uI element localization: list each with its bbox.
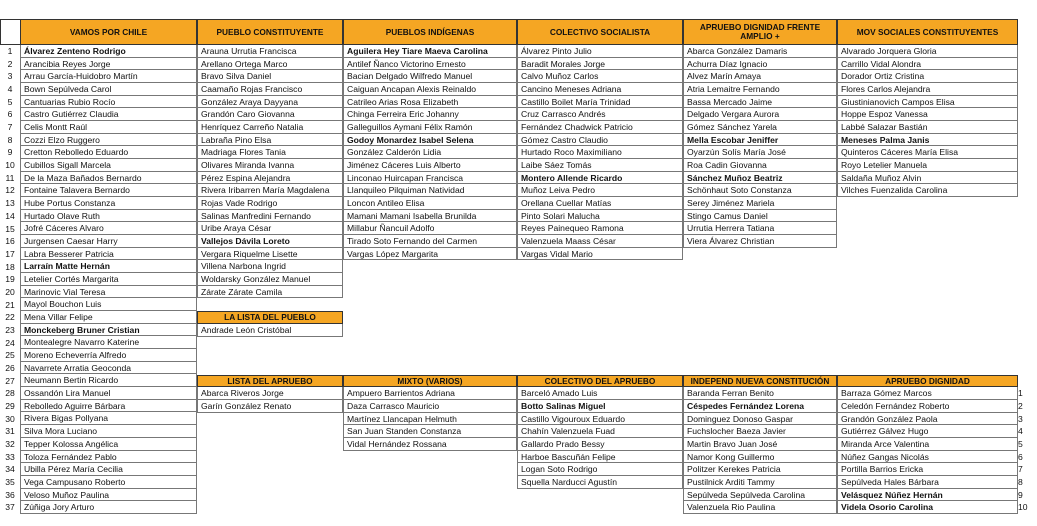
member-cell: Veloso Muñoz Paulina xyxy=(20,489,197,502)
member-cell: Stingo Camus Daniel xyxy=(683,210,837,223)
member-cell: Rojas Vade Rodrigo xyxy=(197,197,343,210)
member-cell: Botto Salinas Miguel xyxy=(517,400,683,413)
member-cell: Hurtado Roco Maximiliano xyxy=(517,146,683,159)
member-cell: Bravo Silva Daniel xyxy=(197,70,343,83)
row-number: 22 xyxy=(5,312,15,323)
row-number: 35 xyxy=(5,477,15,488)
row-number: 6 xyxy=(7,109,13,120)
member-cell: Bacian Delgado Wilfredo Manuel xyxy=(343,70,517,83)
member-cell: Navarrete Arratia Geoconda xyxy=(20,362,197,375)
member-cell: Álvarez Zenteno Rodrigo xyxy=(20,45,197,58)
right-row-number: 4 xyxy=(1018,426,1023,437)
group-header: PUEBLOS INDÍGENAS xyxy=(343,19,517,45)
member-cell: Sepúlveda Sepúlveda Carolina xyxy=(683,489,837,502)
member-cell: Montealegre Navarro Katerine xyxy=(20,336,197,349)
member-cell: Bassa Mercado Jaime xyxy=(683,96,837,109)
group-header: APRUEBO DIGNIDAD FRENTE AMPLIO + xyxy=(683,19,837,45)
member-cell: Jofré Cáceres Alvaro xyxy=(20,222,197,235)
member-cell: Letelier Cortés Margarita xyxy=(20,273,197,286)
member-cell: Achurra Díaz Ignacio xyxy=(683,58,837,71)
member-cell: Valenzuela Maass César xyxy=(517,235,683,248)
row-number: 5 xyxy=(7,96,13,107)
group-block-movsoc xyxy=(837,19,1018,197)
member-cell: Delgado Vergara Aurora xyxy=(683,108,837,121)
right-row-number: 10 xyxy=(1018,502,1028,513)
member-cell: Celis Montt Raúl xyxy=(20,121,197,134)
group-block-listaap xyxy=(197,375,343,413)
member-cell: Meneses Palma Janis xyxy=(837,134,1018,147)
member-cell: Giustinianovich Campos Elisa xyxy=(837,96,1018,109)
member-cell: Laibe Sáez Tomás xyxy=(517,159,683,172)
row-number: 12 xyxy=(5,185,15,196)
member-cell: Flores Carlos Alejandra xyxy=(837,83,1018,96)
right-row-number: 6 xyxy=(1018,451,1023,462)
member-cell: Reyes Painequeo Ramona xyxy=(517,222,683,235)
member-cell: Ossandón Lira Manuel xyxy=(20,387,197,400)
row-number: 26 xyxy=(5,363,15,373)
member-cell: Serey Jiménez Mariela xyxy=(683,197,837,210)
member-cell: Álvarez Pinto Julio xyxy=(517,45,683,58)
member-cell: Madriaga Flores Tania xyxy=(197,146,343,159)
member-cell: Baranda Ferran Benito xyxy=(683,387,837,400)
right-row-number: 7 xyxy=(1018,464,1023,475)
member-cell: Barceló Amado Luis xyxy=(517,387,683,400)
member-cell: Urrutia Herrera Tatiana xyxy=(683,222,837,235)
row-number: 17 xyxy=(5,248,15,259)
member-cell: Dorador Ortiz Cristina xyxy=(837,70,1018,83)
member-cell: Antilef Ñanco Victorino Ernesto xyxy=(343,58,517,71)
member-cell: Jiménez Cáceres Luis Alberto xyxy=(343,159,517,172)
right-row-number: 9 xyxy=(1018,489,1023,500)
row-number: 29 xyxy=(5,401,15,412)
member-cell: Vallejos Dávila Loreto xyxy=(197,235,343,248)
row-number: 2 xyxy=(7,58,13,69)
member-cell: Politzer Kerekes Patricia xyxy=(683,463,837,476)
member-cell: Labra Besserer Patricia xyxy=(20,248,197,261)
member-cell: Ubilla Pérez María Cecilia xyxy=(20,463,197,476)
row-number: 18 xyxy=(5,261,15,272)
member-cell: Martin Bravo Juan José xyxy=(683,438,837,451)
member-cell: Villena Narbona Ingrid xyxy=(197,260,343,273)
member-cell: Tepper Kolossa Angélica xyxy=(20,438,197,451)
row-number: 16 xyxy=(5,236,15,247)
group-block-pueblo xyxy=(197,19,343,298)
member-cell: Fontaine Talavera Bernardo xyxy=(20,184,197,197)
member-cell: De la Maza Bañados Bernardo xyxy=(20,172,197,185)
member-cell: Cozzi Elzo Ruggero xyxy=(20,134,197,147)
member-cell: Cancino Meneses Adriana xyxy=(517,83,683,96)
member-cell: Fuchslocher Baeza Javier xyxy=(683,425,837,438)
row-number: 11 xyxy=(5,172,15,183)
member-cell: Mella Escobar Jeniffer xyxy=(683,134,837,147)
row-number: 28 xyxy=(5,388,15,399)
member-cell: Velásquez Núñez Hernán xyxy=(837,489,1018,502)
member-cell: Gallardo Prado Bessy xyxy=(517,438,683,451)
member-cell: Zúñiga Jory Arturo xyxy=(20,501,197,514)
member-cell: Alvez Marín Amaya xyxy=(683,70,837,83)
member-cell: Godoy Monardez Isabel Selena xyxy=(343,134,517,147)
row-number: 27 xyxy=(5,375,15,386)
member-cell: Cruz Carrasco Andrés xyxy=(517,108,683,121)
member-cell: Marinovic Vial Teresa xyxy=(20,286,197,299)
member-cell: Arellano Ortega Marco xyxy=(197,58,343,71)
row-number: 14 xyxy=(5,210,15,221)
member-cell: Sánchez Muñoz Beatriz xyxy=(683,172,837,185)
member-cell: Garín González Renato xyxy=(197,400,343,413)
group-block-apdig xyxy=(683,19,837,248)
member-cell: Alvarado Jorquera Gloria xyxy=(837,45,1018,58)
member-cell: Neumann Bertin Ricardo xyxy=(20,374,197,387)
right-row-number: 3 xyxy=(1018,413,1023,424)
member-cell: Chahín Valenzuela Fuad xyxy=(517,425,683,438)
member-cell: Logan Soto Rodrigo xyxy=(517,463,683,476)
member-cell: Moreno Echeverría Alfredo xyxy=(20,349,197,362)
row-number: 3 xyxy=(7,71,13,82)
member-cell: Bown Sepúlveda Carol xyxy=(20,83,197,96)
member-cell: Chinga Ferreira Eric Johanny xyxy=(343,108,517,121)
member-cell: Zárate Zárate Camila xyxy=(197,286,343,299)
member-cell: Squella Narducci Agustín xyxy=(517,476,683,489)
member-cell: Grandón González Paola xyxy=(837,413,1018,426)
member-cell: Arancibia Reyes Jorge xyxy=(20,58,197,71)
row-number: 4 xyxy=(7,84,13,95)
member-cell: Atria Lemaitre Fernando xyxy=(683,83,837,96)
member-cell: Silva Mora Luciano xyxy=(20,425,197,438)
member-cell: Henríquez Carreño Natalia xyxy=(197,121,343,134)
group-block-mixto xyxy=(343,375,517,451)
member-cell: González Araya Dayyana xyxy=(197,96,343,109)
member-cell: Rebolledo Aguirre Bárbara xyxy=(20,400,197,413)
member-cell: Mena Villar Felipe xyxy=(20,311,197,324)
right-row-number: 8 xyxy=(1018,477,1023,488)
member-cell: Oyarzún Solís María José xyxy=(683,146,837,159)
member-cell: Castillo Boilet María Trinidad xyxy=(517,96,683,109)
member-cell: Millabur Ñancuil Adolfo xyxy=(343,222,517,235)
member-cell: Harboe Bascuñán Felipe xyxy=(517,451,683,464)
member-cell: Pinto Solari Malucha xyxy=(517,210,683,223)
group-header: INDEPEND NUEVA CONSTITUCIÓN xyxy=(683,375,837,388)
member-cell: Labraña Pino Elsa xyxy=(197,134,343,147)
row-number: 32 xyxy=(5,439,15,450)
member-cell: Jurgensen Caesar Harry xyxy=(20,235,197,248)
member-cell: Saldaña Muñoz Alvin xyxy=(837,172,1018,185)
member-cell: Valenzuela Rio Paulina xyxy=(683,501,837,514)
group-header: MIXTO (VARIOS) xyxy=(343,375,517,388)
group-block-colsoc xyxy=(517,19,683,260)
member-cell: Toloza Fernández Pablo xyxy=(20,451,197,464)
row-number: 1 xyxy=(7,46,13,56)
member-cell: Hoppe Espoz Vanessa xyxy=(837,108,1018,121)
member-cell: Barraza Gómez Marcos xyxy=(837,387,1018,400)
member-cell: Schönhaut Soto Constanza xyxy=(683,184,837,197)
row-number: 8 xyxy=(7,134,13,145)
member-cell: Abarca González Damaris xyxy=(683,45,837,58)
row-number: 21 xyxy=(5,299,15,310)
row-number: 13 xyxy=(5,198,15,209)
member-cell: Mamani Mamani Isabella Brunilda xyxy=(343,210,517,223)
group-block-colap xyxy=(517,375,683,489)
member-cell: Pérez Espina Alejandra xyxy=(197,172,343,185)
member-cell: Castillo Vigouroux Eduardo xyxy=(517,413,683,426)
member-cell: Castro Gutiérrez Claudia xyxy=(20,108,197,121)
member-cell: Pustilnick Arditi Tammy xyxy=(683,476,837,489)
member-cell: Calvo Muñoz Carlos xyxy=(517,70,683,83)
member-cell: Cubillos Sigall Marcela xyxy=(20,159,197,172)
group-header: MOV SOCIALES CONSTITUYENTES xyxy=(837,19,1018,45)
member-cell: Mayol Bouchon Luis xyxy=(20,298,197,311)
row-number: 9 xyxy=(7,147,13,158)
member-cell: Hurtado Olave Ruth xyxy=(20,210,197,223)
group-header: LISTA DEL APRUEBO xyxy=(197,375,343,388)
member-cell: Arauna Urrutia Francisca xyxy=(197,45,343,58)
member-cell: Quinteros Cáceres María Elisa xyxy=(837,146,1018,159)
row-number: 25 xyxy=(5,350,15,361)
group-block-vamos xyxy=(20,19,197,514)
member-cell: Vidal Hernández Rossana xyxy=(343,438,517,451)
group-header: APRUEBO DIGNIDAD xyxy=(837,375,1018,388)
member-cell: Céspedes Fernández Lorena xyxy=(683,400,837,413)
member-cell: Cantuarias Rubio Rocío xyxy=(20,96,197,109)
group-block-indigenas xyxy=(343,19,517,260)
row-number: 20 xyxy=(5,286,15,297)
member-cell: Abarca Riveros Jorge xyxy=(197,387,343,400)
member-cell: Daza Carrasco Mauricio xyxy=(343,400,517,413)
member-cell: Tirado Soto Fernando del Carmen xyxy=(343,235,517,248)
member-cell: Baradit Morales Jorge xyxy=(517,58,683,71)
member-cell: Rivera Iribarren María Magdalena xyxy=(197,184,343,197)
row-number: 33 xyxy=(5,451,15,462)
member-cell: Uribe Araya César xyxy=(197,222,343,235)
member-cell: Olivares Miranda Ivanna xyxy=(197,159,343,172)
member-cell: Catrileo Arias Rosa Elizabeth xyxy=(343,96,517,109)
member-cell: Ampuero Barrientos Adriana xyxy=(343,387,517,400)
member-cell: San Juan Standen Constanza xyxy=(343,425,517,438)
member-cell: Grandón Caro Giovanna xyxy=(197,108,343,121)
member-cell: Orellana Cuellar Matías xyxy=(517,197,683,210)
group-header: LA LISTA DEL PUEBLO xyxy=(197,311,343,324)
member-cell: Royo Letelier Manuela xyxy=(837,159,1018,172)
row-number: 7 xyxy=(7,122,13,133)
member-cell: Vargas Vidal Mario xyxy=(517,248,683,261)
row-number: 30 xyxy=(5,413,15,424)
member-cell: Carrillo Vidal Alondra xyxy=(837,58,1018,71)
member-cell: Dominguez Donoso Gaspar xyxy=(683,413,837,426)
right-row-number: 2 xyxy=(1018,401,1023,412)
member-cell: Vilches Fuenzalida Carolina xyxy=(837,184,1018,197)
member-cell: Linconao Huircapan Francisca xyxy=(343,172,517,185)
member-cell: Hube Portus Constanza xyxy=(20,197,197,210)
member-cell: Roa Cadin Giovanna xyxy=(683,159,837,172)
group-header: VAMOS POR CHILE xyxy=(20,19,197,45)
member-cell: Aguilera Hey Tiare Maeva Carolina xyxy=(343,45,517,58)
row-number: 31 xyxy=(5,426,15,437)
member-cell: Andrade León Cristóbal xyxy=(197,324,343,337)
row-number: 23 xyxy=(5,324,15,335)
member-cell: Caiguan Ancapan Alexis Reinaldo xyxy=(343,83,517,96)
member-cell: Fernández Chadwick Patricio xyxy=(517,121,683,134)
member-cell: Viera Álvarez Christian xyxy=(683,235,837,248)
member-cell: Vergara Riquelme Lisette xyxy=(197,248,343,261)
member-cell: Larraín Matte Hernán xyxy=(20,260,197,273)
group-header: COLECTIVO SOCIALISTA xyxy=(517,19,683,45)
member-cell: Celedón Fernández Roberto xyxy=(837,400,1018,413)
right-row-number: 5 xyxy=(1018,439,1023,450)
row-number: 37 xyxy=(5,502,15,513)
member-cell: Caamaño Rojas Francisco xyxy=(197,83,343,96)
right-row-number: 1 xyxy=(1018,388,1023,399)
row-number: 19 xyxy=(5,274,15,285)
row-number: 10 xyxy=(5,160,15,171)
group-block-apdig2 xyxy=(837,375,1018,514)
member-cell: Videla Osorio Carolina xyxy=(837,501,1018,514)
member-cell: Montero Allende Ricardo xyxy=(517,172,683,185)
corner-cell xyxy=(0,19,20,45)
member-cell: Salinas Manfredini Fernando xyxy=(197,210,343,223)
member-cell: Llanquileo Pilquiman Natividad xyxy=(343,184,517,197)
member-cell: Portilla Barrios Ericka xyxy=(837,463,1018,476)
member-cell: Núñez Gangas Nicolás xyxy=(837,451,1018,464)
group-header: COLECTIVO DEL APRUEBO xyxy=(517,375,683,388)
member-cell: Gómez Castro Claudio xyxy=(517,134,683,147)
member-cell: Woldarsky González Manuel xyxy=(197,273,343,286)
member-cell: Martínez Llancapan Helmuth xyxy=(343,413,517,426)
member-cell: Vargas López Margarita xyxy=(343,248,517,261)
row-number: 24 xyxy=(5,337,15,348)
row-number: 34 xyxy=(5,464,15,475)
member-cell: Gutiérrez Gálvez Hugo xyxy=(837,425,1018,438)
member-cell: Vega Campusano Roberto xyxy=(20,476,197,489)
member-cell: Miranda Arce Valentina xyxy=(837,438,1018,451)
member-cell: Galleguillos Aymani Félix Ramón xyxy=(343,121,517,134)
row-number: 36 xyxy=(5,489,15,500)
member-cell: Loncon Antileo Elisa xyxy=(343,197,517,210)
member-cell: González Calderón Lidia xyxy=(343,146,517,159)
member-cell: Arrau García-Huidobro Martín xyxy=(20,70,197,83)
group-block-lista-pueblo xyxy=(197,311,343,336)
member-cell: Monckeberg Bruner Cristian xyxy=(20,324,197,337)
member-cell: Sepúlveda Hales Bárbara xyxy=(837,476,1018,489)
member-cell: Muñoz Leiva Pedro xyxy=(517,184,683,197)
member-cell: Labbé Salazar Bastián xyxy=(837,121,1018,134)
group-block-indep xyxy=(683,375,837,514)
row-number: 15 xyxy=(5,223,15,234)
member-cell: Gómez Sánchez Yarela xyxy=(683,121,837,134)
member-cell: Cretton Rebolledo Eduardo xyxy=(20,146,197,159)
member-cell: Namor Kong Guillermo xyxy=(683,451,837,464)
group-header: PUEBLO CONSTITUYENTE xyxy=(197,19,343,45)
member-cell: Rivera Bigas Pollyana xyxy=(20,412,197,425)
